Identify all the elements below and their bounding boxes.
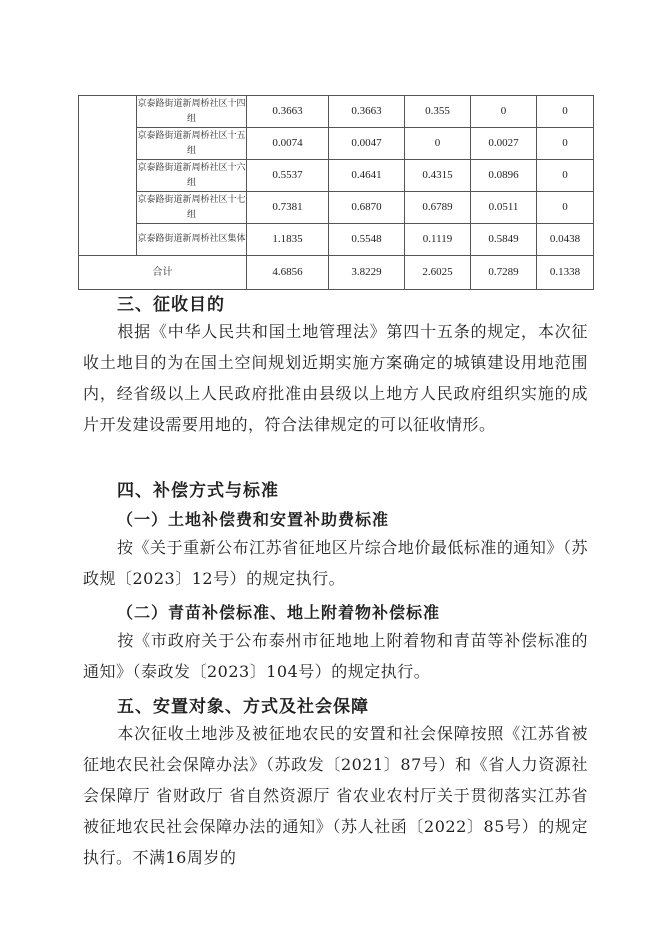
- table-cell-name: 京泰路街道新周桥社区十六组: [137, 160, 247, 192]
- section4-sub1-heading: （一）土地补偿费和安置补助费标准: [117, 510, 390, 529]
- table-row: [79, 192, 594, 224]
- table-cell-value: 1.1835: [247, 224, 329, 256]
- table-total-value: 2.6025: [405, 256, 471, 290]
- table-cell-value: 0.6789: [405, 192, 471, 224]
- table-cell-value: 0: [537, 160, 594, 192]
- table-cell-value: 0.0511: [471, 192, 537, 224]
- table-total-value: 4.6856: [247, 256, 329, 290]
- section4-heading: 四、补偿方式与标准: [117, 481, 279, 501]
- table-cell-name: 京泰路街道新周桥社区集体: [137, 224, 247, 256]
- table-cell-name: 京泰路街道新周桥社区十七组: [137, 192, 247, 224]
- table-cell-value: 0.5537: [247, 160, 329, 192]
- section3-paragraph: [83, 316, 588, 440]
- table-cell-value: 0.3663: [247, 96, 329, 128]
- section4-sub1-paragraph: [83, 532, 588, 594]
- section5-paragraph: [83, 718, 588, 873]
- section5-body: 本次征收土地涉及被征地农民的安置和社会保障按照《江苏省被征地农民社会保障办法》（苏政发〔2021〕87号）和《省人力资源社会保障厅 省财政厅 省自然资源厅 省农业农村厅关于贯彻落实江苏省被征地农民社会保障办法的通知》（苏人社函〔2022〕85号）的规定执行。不满16周岁的: [83, 724, 588, 867]
- table-cell-name: 京泰路街道新周桥社区十四组: [137, 96, 247, 128]
- section4-sub2-body: 按《市政府关于公布泰州市征地地上附着物和青苗等补偿标准的通知》（泰政发〔2023〕104号）的规定执行。: [83, 631, 588, 681]
- table-row: [79, 224, 594, 256]
- table-cell-value: 0: [537, 128, 594, 160]
- table-cell-value: 0.6870: [329, 192, 405, 224]
- table-cell-value: 0.0896: [471, 160, 537, 192]
- land-area-table: [78, 95, 594, 290]
- table-cell-value: 0.355: [405, 96, 471, 128]
- table-cell-value: 0.0074: [247, 128, 329, 160]
- table-cell-value: 0.4641: [329, 160, 405, 192]
- table-row: [79, 160, 594, 192]
- table-cell-value: 0: [537, 192, 594, 224]
- table-total-value: 0.7289: [471, 256, 537, 290]
- section4-sub1-body: 按《关于重新公布江苏省征地区片综合地价最低标准的通知》（苏政规〔2023〕12号）的规定执行。: [83, 538, 588, 588]
- table-cell-value: 0: [537, 96, 594, 128]
- section3-heading: 三、征收目的: [117, 295, 225, 315]
- section5-heading: 五、安置对象、方式及社会保障: [117, 697, 369, 717]
- section4-sub2-heading: （二）青苗补偿标准、地上附着物补偿标准: [117, 603, 441, 622]
- table-cell-value: 0.0027: [471, 128, 537, 160]
- section4-sub2-paragraph: [83, 625, 588, 687]
- table-cell-empty: [79, 96, 137, 256]
- section3-body: 根据《中华人民共和国土地管理法》第四十五条的规定，本次征收土地目的为在国土空间规划近期实施方案确定的城镇建设用地范围内，经省级以上人民政府批准由县级以上地方人民政府组织实施的成片开发建设需要用地的，符合法律规定的可以征收情形。: [83, 322, 588, 434]
- table-cell-value: 0.7381: [247, 192, 329, 224]
- table-cell-value: 0.1119: [405, 224, 471, 256]
- table-row: [79, 128, 594, 160]
- table-total-row: [79, 256, 594, 290]
- table-total-value: 0.1338: [537, 256, 594, 290]
- table-cell-value: 0.5849: [471, 224, 537, 256]
- table-cell-value: 0.4315: [405, 160, 471, 192]
- table-cell-value: 0.5548: [329, 224, 405, 256]
- table-cell-value: 0.0438: [537, 224, 594, 256]
- table-cell-value: 0.0047: [329, 128, 405, 160]
- table-cell-value: 0.3663: [329, 96, 405, 128]
- table-cell-name: 京泰路街道新周桥社区十五组: [137, 128, 247, 160]
- table-cell-value: 0: [405, 128, 471, 160]
- table-total-label: 合计: [79, 256, 247, 290]
- table-total-value: 3.8229: [329, 256, 405, 290]
- table-cell-value: 0: [471, 96, 537, 128]
- table-row: [79, 96, 594, 128]
